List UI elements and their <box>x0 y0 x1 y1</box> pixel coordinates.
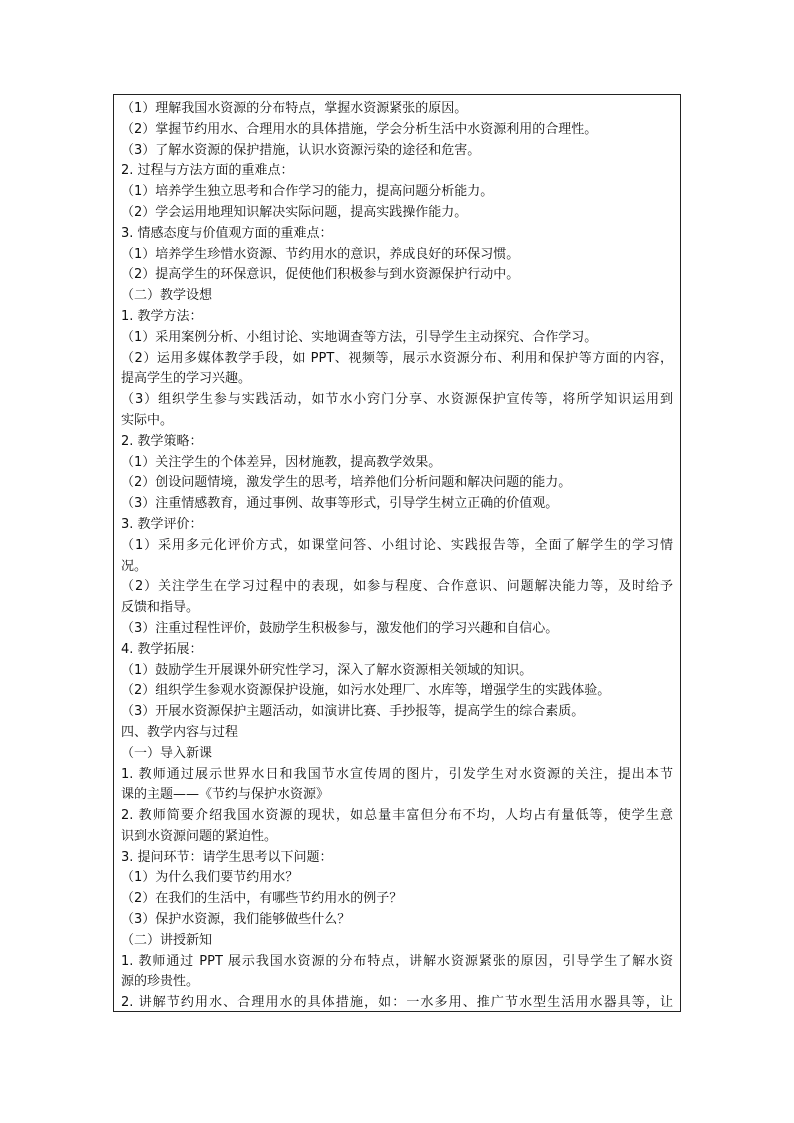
text-line: 4. 教学拓展： <box>121 641 203 657</box>
text-line: 1. 教师通过 PPT 展示我国水资源的分布特点，讲解水资源紧张的原因，引导学生了解水资 <box>121 953 673 969</box>
section-heading: （二）讲授新知 <box>121 932 213 948</box>
text-line: 2. 讲解节约用水、合理用水的具体措施，如：一水多用、推广节水型生活用水器具等，让 <box>121 995 673 1011</box>
text-line: （2）掌握节约用水、合理用水的具体措施，学会分析生活中水资源利用的合理性。 <box>121 121 598 137</box>
text-line: （2）学会运用地理知识解决实际问题，提高实践操作能力。 <box>121 204 468 220</box>
text-line: （3）了解水资源的保护措施，认识水资源污染的途径和危害。 <box>121 142 481 158</box>
text-line: （1）采用多元化评价方式，如课堂问答、小组讨论、实践报告等，全面了解学生的学习情 <box>121 537 673 553</box>
text-line: 实际中。 <box>121 412 174 428</box>
text-line: （1）采用案例分析、小组讨论、实地调查等方法，引导学生主动探究、合作学习。 <box>121 329 598 345</box>
text-line: （1）鼓励学生开展课外研究性学习，深入了解水资源相关领域的知识。 <box>121 662 533 678</box>
text-line: （3）开展水资源保护主题活动，如演讲比赛、手抄报等，提高学生的综合素质。 <box>121 704 585 720</box>
text-line: （2）创设问题情境，激发学生的思考，培养他们分析问题和解决问题的能力。 <box>121 475 572 491</box>
text-line: （2）提高学生的环保意识，促使他们积极参与到水资源保护行动中。 <box>121 267 520 283</box>
text-line: 3. 教学评价： <box>121 516 203 532</box>
text-line: 1. 教师通过展示世界水日和我国节水宣传周的图片，引发学生对水资源的关注，提出本节 <box>121 766 673 782</box>
text-line: 况。 <box>121 558 148 574</box>
text-line: 课的主题——《节约与保护水资源》 <box>121 787 330 803</box>
text-line: 2. 过程与方法方面的重难点： <box>121 163 294 179</box>
text-line: （3）注重过程性评价，鼓励学生积极参与，激发他们的学习兴趣和自信心。 <box>121 620 559 636</box>
text-line: （1）培养学生独立思考和合作学习的能力，提高问题分析能力。 <box>121 184 494 200</box>
text-line: （3）组织学生参与实践活动，如节水小窍门分享、水资源保护宣传等，将所学知识运用到 <box>121 392 673 408</box>
text-line: （2）运用多媒体教学手段，如 PPT、视频等，展示水资源分布、利用和保护等方面的内容， <box>121 350 673 366</box>
text-line: （1）培养学生珍惜水资源、节约用水的意识，养成良好的环保习惯。 <box>121 246 520 262</box>
text-line: 源的珍贵性。 <box>121 974 200 990</box>
table-cell <box>113 94 681 1012</box>
text-line: 反馈和指导。 <box>121 600 200 616</box>
section-heading: （二）教学设想 <box>121 288 213 304</box>
section-heading: 四、教学内容与过程 <box>121 724 239 740</box>
text-line: 3. 情感态度与价值观方面的重难点： <box>121 225 333 241</box>
section-heading: （一）导入新课 <box>121 745 213 761</box>
text-line: （1）为什么我们要节约用水？ <box>121 870 299 886</box>
text-line: 2. 教师简要介绍我国水资源的现状，如总量丰富但分布不均，人均占有量低等，使学生意 <box>121 808 673 824</box>
text-line: 提高学生的学习兴趣。 <box>121 371 252 387</box>
text-line: （3）注重情感教育，通过事例、故事等形式，引导学生树立正确的价值观。 <box>121 496 559 512</box>
text-line: （1）理解我国水资源的分布特点，掌握水资源紧张的原因。 <box>121 101 468 116</box>
text-line: （2）关注学生在学习过程中的表现，如参与程度、合作意识、问题解决能力等，及时给予 <box>121 579 673 595</box>
text-line: 1. 教学方法： <box>121 308 203 324</box>
text-line: （2）在我们的生活中，有哪些节约用水的例子？ <box>121 891 403 907</box>
text-line: （3）保护水资源，我们能够做些什么？ <box>121 912 351 928</box>
text-line: （1）关注学生的个体差异，因材施教，提高教学效果。 <box>121 454 442 470</box>
text-line: 识到水资源问题的紧迫性。 <box>121 828 278 844</box>
text-line: 2. 教学策略： <box>121 433 203 449</box>
text-line: （2）组织学生参观水资源保护设施，如污水处理厂、水库等，增强学生的实践体验。 <box>121 683 611 699</box>
text-line: 3. 提问环节：请学生思考以下问题： <box>121 849 333 865</box>
